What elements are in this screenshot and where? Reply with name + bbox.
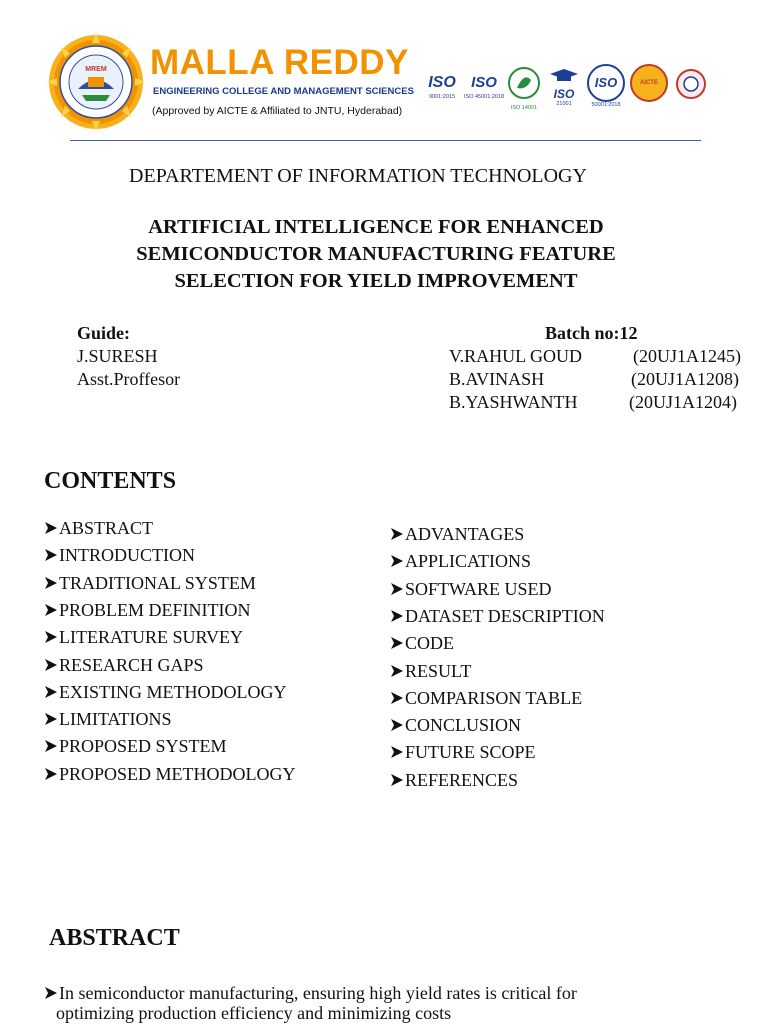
contents-item bbox=[390, 687, 582, 709]
project-title-line-1: ARTIFICIAL INTELLIGENCE FOR ENHANCED bbox=[148, 216, 604, 238]
guide-designation: Asst.Proffesor bbox=[77, 369, 181, 389]
abstract-line-1: In semiconductor manufacturing, ensuring high yield rates is critical for bbox=[59, 983, 577, 1003]
contents-item bbox=[44, 708, 172, 730]
contents-item bbox=[390, 605, 605, 627]
college-subtitle: ENGINEERING COLLEGE AND MANAGEMENT SCIENCES bbox=[153, 86, 414, 97]
abstract-line-2: optimizing production efficiency and minimizing costs bbox=[56, 1003, 452, 1023]
arrowhead-bullet-icon bbox=[390, 691, 404, 705]
iso-21001-label: ISO bbox=[553, 87, 575, 101]
aicte-badge bbox=[630, 64, 668, 114]
contents-item-label: APPLICATIONS bbox=[405, 551, 532, 572]
arrowhead-bullet-icon bbox=[44, 548, 58, 562]
project-title-line-2: SEMICONDUCTOR MANUFACTURING FEATURE bbox=[136, 243, 616, 265]
graduation-cap-icon bbox=[549, 68, 579, 82]
arrowhead-bullet-icon bbox=[44, 685, 58, 699]
abstract-heading: ABSTRACT bbox=[49, 925, 180, 951]
iso-50001-label: ISO bbox=[594, 75, 618, 90]
seal-badge bbox=[674, 64, 708, 114]
seal-text: MREM bbox=[85, 66, 107, 73]
iso-9001-label: ISO bbox=[428, 74, 456, 91]
arrowhead-bullet-icon bbox=[44, 739, 58, 753]
contents-item bbox=[390, 523, 524, 545]
contents-left-column bbox=[44, 517, 364, 797]
contents-item-label: PROBLEM DEFINITION bbox=[59, 599, 251, 620]
contents-item bbox=[44, 517, 153, 539]
contents-item-label: LIMITATIONS bbox=[59, 709, 172, 730]
college-approval: (Approved by AICTE & Affiliated to JNTU, Hyderabad) bbox=[152, 105, 403, 117]
contents-item-label: ABSTRACT bbox=[59, 518, 154, 538]
contents-item-label: CODE bbox=[405, 633, 454, 654]
contents-item-label: TRADITIONAL SYSTEM bbox=[59, 572, 256, 593]
iso-9001-badge bbox=[422, 64, 462, 114]
iso-14001-sub: ISO 14001 bbox=[510, 105, 538, 111]
college-seal-logo bbox=[44, 33, 148, 131]
project-title bbox=[60, 214, 692, 295]
header-divider bbox=[70, 140, 701, 141]
iso-21001-badge bbox=[546, 64, 582, 114]
iso-50001-sub: 50001:2018 bbox=[591, 102, 621, 108]
arrowhead-bullet-icon bbox=[390, 609, 404, 623]
contents-item-label: RESULT bbox=[405, 660, 472, 681]
contents-item bbox=[44, 763, 296, 785]
contents-item-label: DATASET DESCRIPTION bbox=[405, 605, 605, 626]
aicte-label: AICTE bbox=[640, 80, 658, 86]
arrowhead-bullet-icon bbox=[390, 664, 404, 678]
arrowhead-bullet-icon bbox=[390, 745, 404, 759]
student-id: (20UJ1A1204) bbox=[629, 392, 737, 412]
batch-heading: Batch no:12 bbox=[545, 323, 638, 343]
arrowhead-bullet-icon bbox=[44, 767, 58, 781]
iso-50001-badge bbox=[586, 64, 626, 114]
leaf-globe-icon bbox=[507, 66, 541, 100]
contents-item-label: RESEARCH GAPS bbox=[59, 654, 204, 675]
college-name: MALLA REDDY bbox=[150, 43, 409, 82]
round-seal-icon bbox=[675, 68, 707, 100]
iso-45001-sub: ISO 45001:2018 bbox=[464, 94, 505, 100]
contents-item bbox=[44, 599, 251, 621]
student-name: B.YASHWANTH bbox=[449, 392, 578, 412]
contents-item bbox=[44, 735, 227, 757]
contents-item bbox=[390, 741, 536, 763]
student-id: (20UJ1A1208) bbox=[631, 369, 739, 389]
contents-item bbox=[390, 550, 531, 572]
arrowhead-bullet-icon bbox=[390, 582, 404, 596]
contents-right-column bbox=[390, 523, 710, 803]
contents-item-label: FUTURE SCOPE bbox=[405, 742, 536, 763]
contents-item bbox=[44, 681, 286, 703]
contents-item-label: LITERATURE SURVEY bbox=[59, 627, 244, 648]
iso-45001-label: ISO bbox=[471, 74, 497, 91]
arrowhead-bullet-icon bbox=[44, 603, 58, 617]
contents-heading: CONTENTS bbox=[44, 468, 177, 494]
arrowhead-bullet-icon bbox=[44, 986, 58, 1000]
contents-item-label: CONCLUSION bbox=[405, 715, 522, 736]
contents-item bbox=[44, 654, 204, 676]
iso-14001-badge bbox=[506, 64, 542, 114]
contents-item bbox=[390, 714, 521, 736]
student-name: V.RAHUL GOUD bbox=[449, 346, 583, 366]
arrowhead-bullet-icon bbox=[390, 773, 404, 787]
contents-item bbox=[44, 572, 256, 594]
arrowhead-bullet-icon bbox=[44, 712, 58, 726]
arrowhead-bullet-icon bbox=[44, 630, 58, 644]
contents-item-label: ADVANTAGES bbox=[405, 524, 525, 544]
arrowhead-bullet-icon bbox=[44, 658, 58, 672]
iso-21001-sub: 21001 bbox=[556, 101, 572, 107]
student-id: (20UJ1A1245) bbox=[633, 346, 741, 366]
student-name: B.AVINASH bbox=[449, 369, 545, 389]
contents-item bbox=[44, 626, 243, 648]
contents-item-label: PROPOSED SYSTEM bbox=[59, 736, 227, 757]
arrowhead-bullet-icon bbox=[44, 521, 58, 535]
department-heading: DEPARTEMENT OF INFORMATION TECHNOLOGY bbox=[129, 165, 587, 187]
contents-item bbox=[390, 632, 454, 654]
contents-item bbox=[390, 660, 471, 682]
arrowhead-bullet-icon bbox=[390, 554, 404, 568]
iso-9001-sub: 9001:2015 bbox=[429, 94, 455, 100]
project-title-line-3: SELECTION FOR YIELD IMPROVEMENT bbox=[174, 270, 578, 292]
abstract-paragraph bbox=[44, 983, 664, 1023]
arrowhead-bullet-icon bbox=[390, 636, 404, 650]
arrowhead-bullet-icon bbox=[44, 576, 58, 590]
contents-item bbox=[390, 769, 518, 791]
contents-item-label: COMPARISON TABLE bbox=[405, 687, 583, 708]
contents-item-label: REFERENCES bbox=[405, 769, 519, 790]
arrowhead-bullet-icon bbox=[390, 718, 404, 732]
contents-item-label: INTRODUCTION bbox=[59, 545, 195, 566]
contents-item-label: EXISTING METHODOLOGY bbox=[59, 681, 287, 702]
contents-item-label: PROPOSED METHODOLOGY bbox=[59, 763, 296, 784]
guide-heading: Guide: bbox=[77, 323, 131, 343]
contents-item bbox=[390, 578, 552, 600]
contents-item-label: SOFTWARE USED bbox=[405, 578, 552, 599]
arrowhead-bullet-icon bbox=[390, 527, 404, 541]
contents-item bbox=[44, 544, 195, 566]
certification-badges bbox=[422, 64, 710, 114]
guide-name: J.SURESH bbox=[77, 346, 158, 366]
iso-45001-badge bbox=[464, 64, 504, 114]
